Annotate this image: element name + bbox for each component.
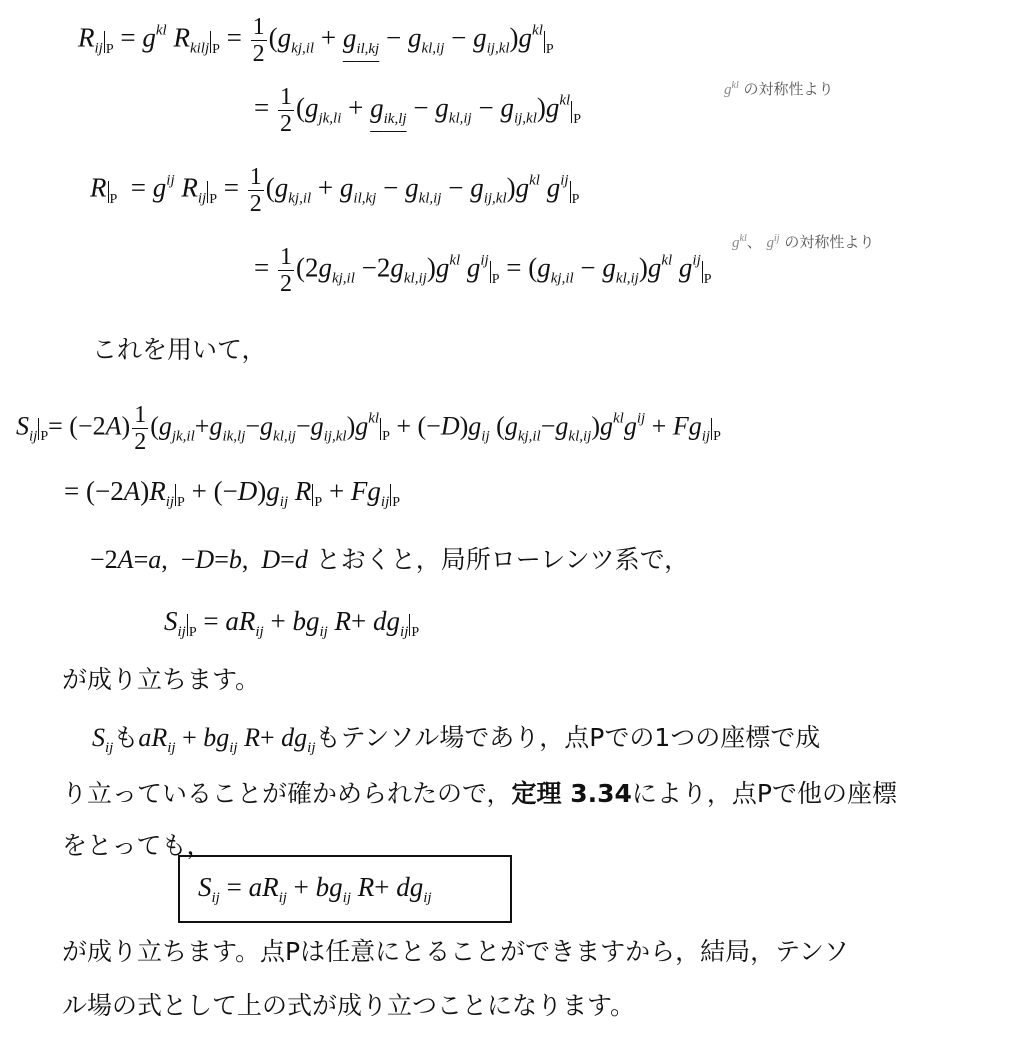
paragraph-2-line-1: が成り立ちます。点Pは任意にとることができますから，結局，テンソ: [62, 937, 849, 966]
paragraph-1-line-2: り立っていることが確かめられたので，定理 3.34により，点Pで他の座標: [62, 779, 897, 808]
equation-line-6: = $(-2A)R_{ij}$ $_P + (-D)g_{ij}$ R $_P + Fg_{ij}$ $_P$: [64, 476, 401, 510]
paragraph-1-line-1: $S_{ij}$も$aR_{ij} + bg_{ij}$ $R+ dg_{ij}$もテンソル場であり，点Pでの1つの座標で成: [92, 723, 821, 756]
symmetry-note-2: $g^{kl}$、 $g^{ij}$ の対称性より: [732, 233, 875, 251]
equation-line-5: $S_{ij}$ $_P$= (−2A) $\frac{1}{2}$ $(g_{jk,il}+g_{ik,lj}-g_{kl,ij}-g_{ij,kl})g^{kl}_P + (-D)g_{ij}$ $(g_{kj,il}-g_{kl,ij})g^{kl}g^{ij} + Fg_{ij}$ $_P$: [16, 402, 721, 455]
equation-line-2: = $\frac{1}{2}$ $(g_{jk,li} + g_{ik,lj} - g_{kl,ij} - g_{ij,kl})g^{kl}_P$: [254, 84, 581, 137]
equation-line-1: $R_{ij}$ $_P = g^{kl}$ $R_{kilj}$ $_P$ = $\frac{1}{2}$ $(g_{kj,il} + g_{il,kj} - g_{kl,ij} - g_{ij,kl})g^{kl}_P$: [78, 14, 554, 67]
text-korewo: これを用いて，: [92, 335, 267, 364]
theorem-reference: 定理 3.34: [511, 779, 632, 808]
text-substitution: −2A=a, −D=b, D=d とおくと，局所ローレンツ系で，: [90, 545, 690, 574]
symmetry-note-1: $g^{kl}$ の対称性より: [724, 80, 834, 98]
equation-line-8: $S_{ij}$ $_P = aR_{ij} + bg_{ij}$ $R+ dg_{ij}$ $_P$: [164, 606, 420, 640]
text-naritachimasu-1: が成り立ちます。: [62, 665, 261, 694]
paragraph-1-line-3: をとっても，: [62, 831, 212, 860]
equation-line-3: R $_P = g^{ij}$ $R_{ij}$ $_P$ = $\frac{1}{2}$ $(g_{kj,il} + g_{il,kj} - g_{kl,ij} - g_{ij,kl})g^{kl}$ $g^{ij}_P$: [90, 164, 580, 217]
boxed-equation: $S_{ij} = aR_{ij} + bg_{ij}$ $R+ dg_{ij}$: [198, 872, 432, 906]
paragraph-2-line-2: ル場の式として上の式が成り立つことになります。: [62, 991, 636, 1020]
equation-line-4: = $\frac{1}{2}$ $(2g_{kj,il} -2g_{kl,ij})g^{kl}$ $g^{ij}_P = (g_{kj,il} - g_{kl,ij})g^{kl}$ $g^{ij}_P$: [254, 244, 712, 297]
